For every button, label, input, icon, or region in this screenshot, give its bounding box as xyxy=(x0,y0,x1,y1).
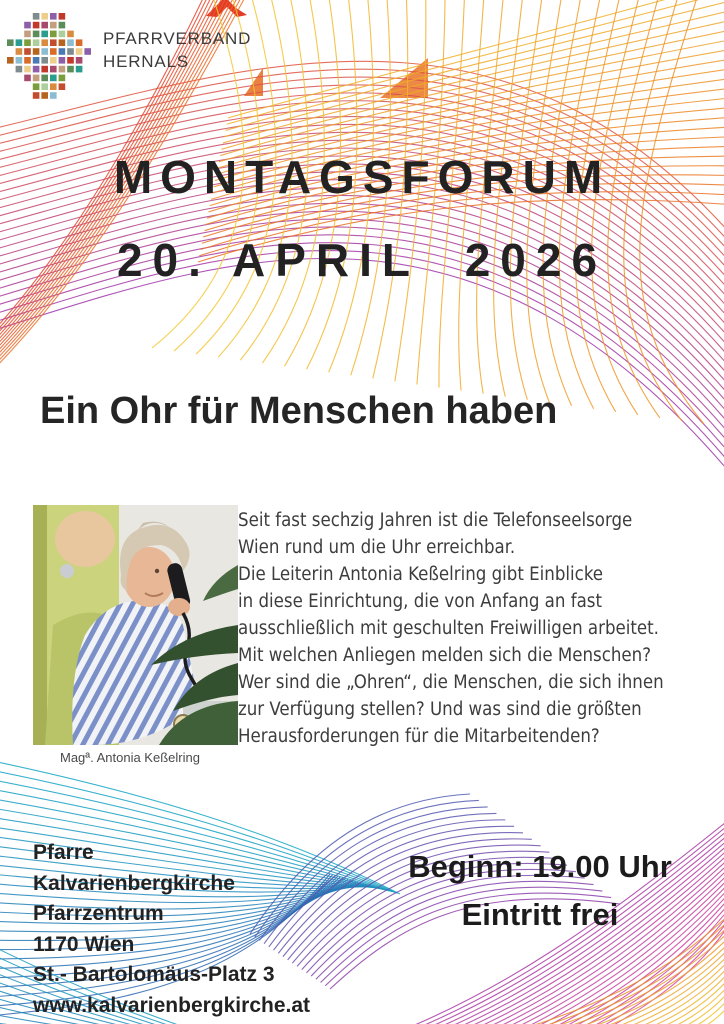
venue-line: Pfarre xyxy=(33,841,94,864)
venue-line: Kalvarienbergkirche xyxy=(33,871,235,895)
brand-name-line2: HERNALS xyxy=(103,52,189,71)
page-title xyxy=(0,150,724,287)
event-info xyxy=(378,843,702,939)
event-admission: Eintritt frei xyxy=(461,897,619,932)
article-line: Herausforderungen für die Mitarbeitenden? xyxy=(238,726,600,747)
event-date: 20. APRIL 2026 xyxy=(116,234,608,286)
article-line: Seit fast sechzig Jahren ist die Telefonseelsorge xyxy=(238,510,633,531)
article-line: Mit welchen Anliegen melden sich die Menschen? xyxy=(238,645,652,666)
article-line: in diese Einrichtung, die von Anfang an fast xyxy=(238,591,602,612)
article-line: zur Verfügung stellen? Und was sind die größten xyxy=(238,699,642,720)
speaker-photo xyxy=(33,505,238,745)
venue-address xyxy=(33,838,310,1021)
venue-line: 1170 Wien xyxy=(33,932,135,956)
article-line: Wer sind die „Ohren“, die Menschen, die sich ihnen xyxy=(238,672,664,693)
event-title: MONTAGSFORUM xyxy=(113,151,611,203)
article-line: Wien rund um die Uhr erreichbar. xyxy=(238,537,516,558)
brand-name xyxy=(103,27,251,73)
event-start-time: Beginn: 19.00 Uhr xyxy=(408,849,672,884)
brand-name-line1: PFARRVERBAND xyxy=(103,29,252,48)
article-line: Die Leiterin Antonia Keßelring gibt Einblicke xyxy=(238,564,604,585)
venue-line: St.- Bartolomäus-Platz 3 xyxy=(33,963,275,986)
venue-line: Pfarrzentrum xyxy=(33,902,164,925)
venue-website: www.kalvarienbergkirche.at xyxy=(33,993,311,1017)
article-text xyxy=(238,507,664,750)
article-line: ausschließlich mit geschulten Freiwilligen arbeitet. xyxy=(238,618,659,639)
mosaic-cross-logo-icon xyxy=(6,12,96,108)
talk-title: Ein Ohr für Menschen haben xyxy=(40,390,558,432)
photo-caption: Magª. Antonia Keßelring xyxy=(60,750,200,765)
